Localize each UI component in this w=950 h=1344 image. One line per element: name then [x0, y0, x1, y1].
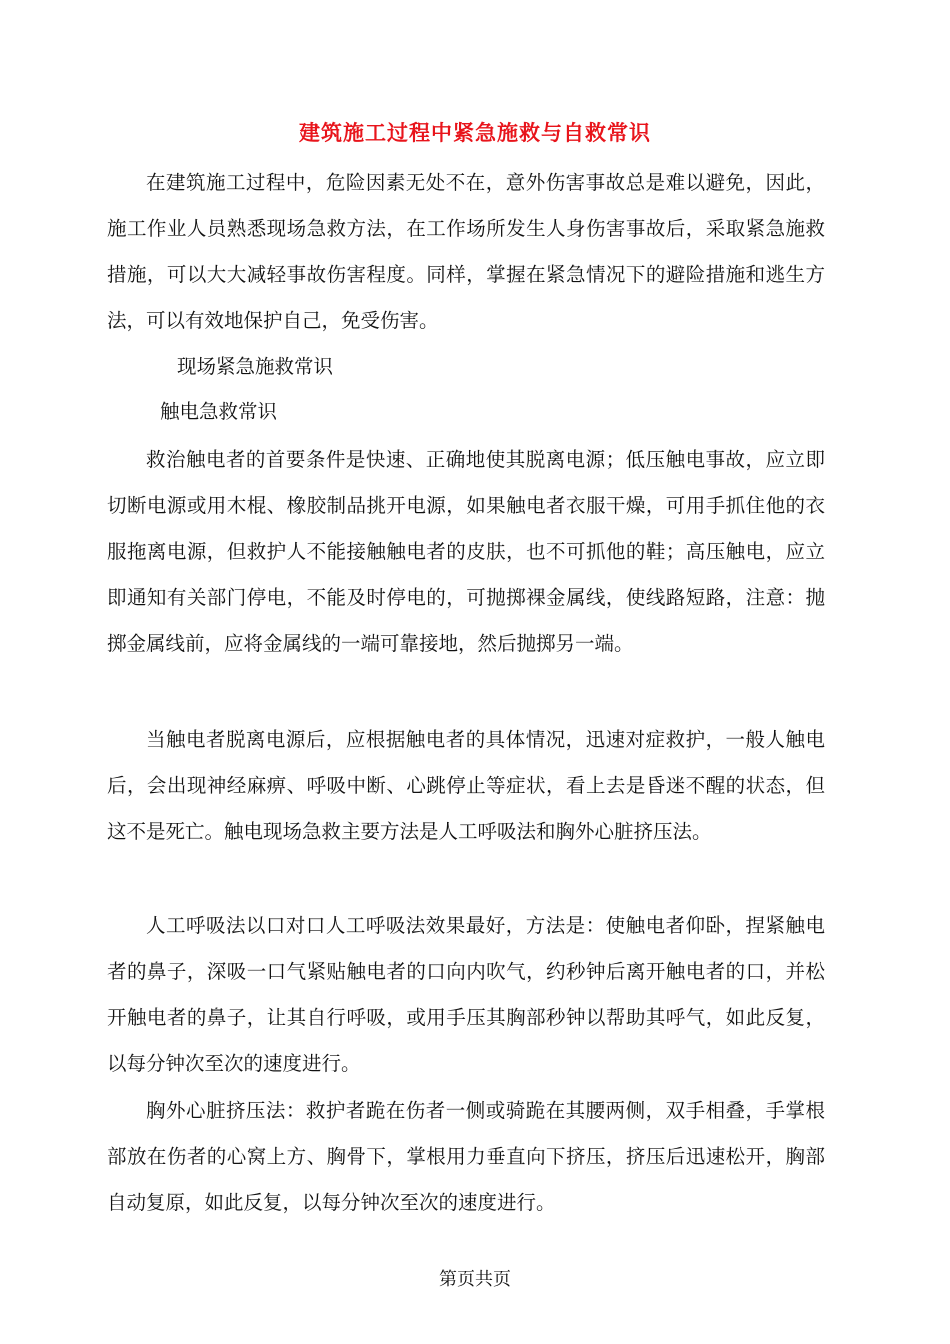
subsection-heading: 触电急救常识	[160, 400, 278, 423]
body-paragraph-3: 人工呼吸法以口对口人工呼吸法效果最好，方法是：使触电者仰卧，捏紧触电者的鼻子，深吸一口气紧贴触电者的口向内吹气，约秒钟后离开触电者的口，并松开触电者的鼻子，让其自行呼吸，或用手压其胸部秒钟以帮助其呼气，如此反复，以每分钟次至次的速度进行。	[107, 914, 825, 1075]
body-paragraph-4: 胸外心脏挤压法：救护者跪在伤者一侧或骑跪在其腰两侧，双手相叠，手掌根部放在伤者的心窝上方、胸骨下，掌根用力垂直向下挤压，挤压后迅速松开，胸部自动复原，如此反复，以每分钟次至次的速度进行。	[107, 1099, 825, 1214]
document-title: 建筑施工过程中紧急施救与自救常识	[299, 121, 651, 145]
body-paragraph-1: 救治触电者的首要条件是快速、正确地使其脱离电源；低压触电事故，应立即切断电源或用木棍、橡胶制品挑开电源，如果触电者衣服干燥，可用手抓住他的衣服拖离电源，但救护人不能接触触电者的皮肤，也不可抓他的鞋；高压触电，应立即通知有关部门停电，不能及时停电的，可抛掷裸金属线，使线路短路，注意：抛掷金属线前，应将金属线的一端可靠接地，然后抛掷另一端。	[107, 448, 825, 655]
intro-paragraph: 在建筑施工过程中，危险因素无处不在，意外伤害事故总是难以避免，因此，施工作业人员熟悉现场急救方法，在工作场所发生人身伤害事故后，采取紧急施救措施，可以大大减轻事故伤害程度。同样，掌握在紧急情况下的避险措施和逃生方法，可以有效地保护自己，免受伤害。	[107, 171, 825, 332]
page-footer: 第页共页	[439, 1269, 511, 1290]
section-heading: 现场紧急施救常识	[177, 355, 334, 378]
body-paragraph-2: 当触电者脱离电源后，应根据触电者的具体情况，迅速对症救护，一般人触电后，会出现神经麻痹、呼吸中断、心跳停止等症状，看上去是昏迷不醒的状态，但这不是死亡。触电现场急救主要方法是人工呼吸法和胸外心脏挤压法。	[107, 728, 825, 843]
